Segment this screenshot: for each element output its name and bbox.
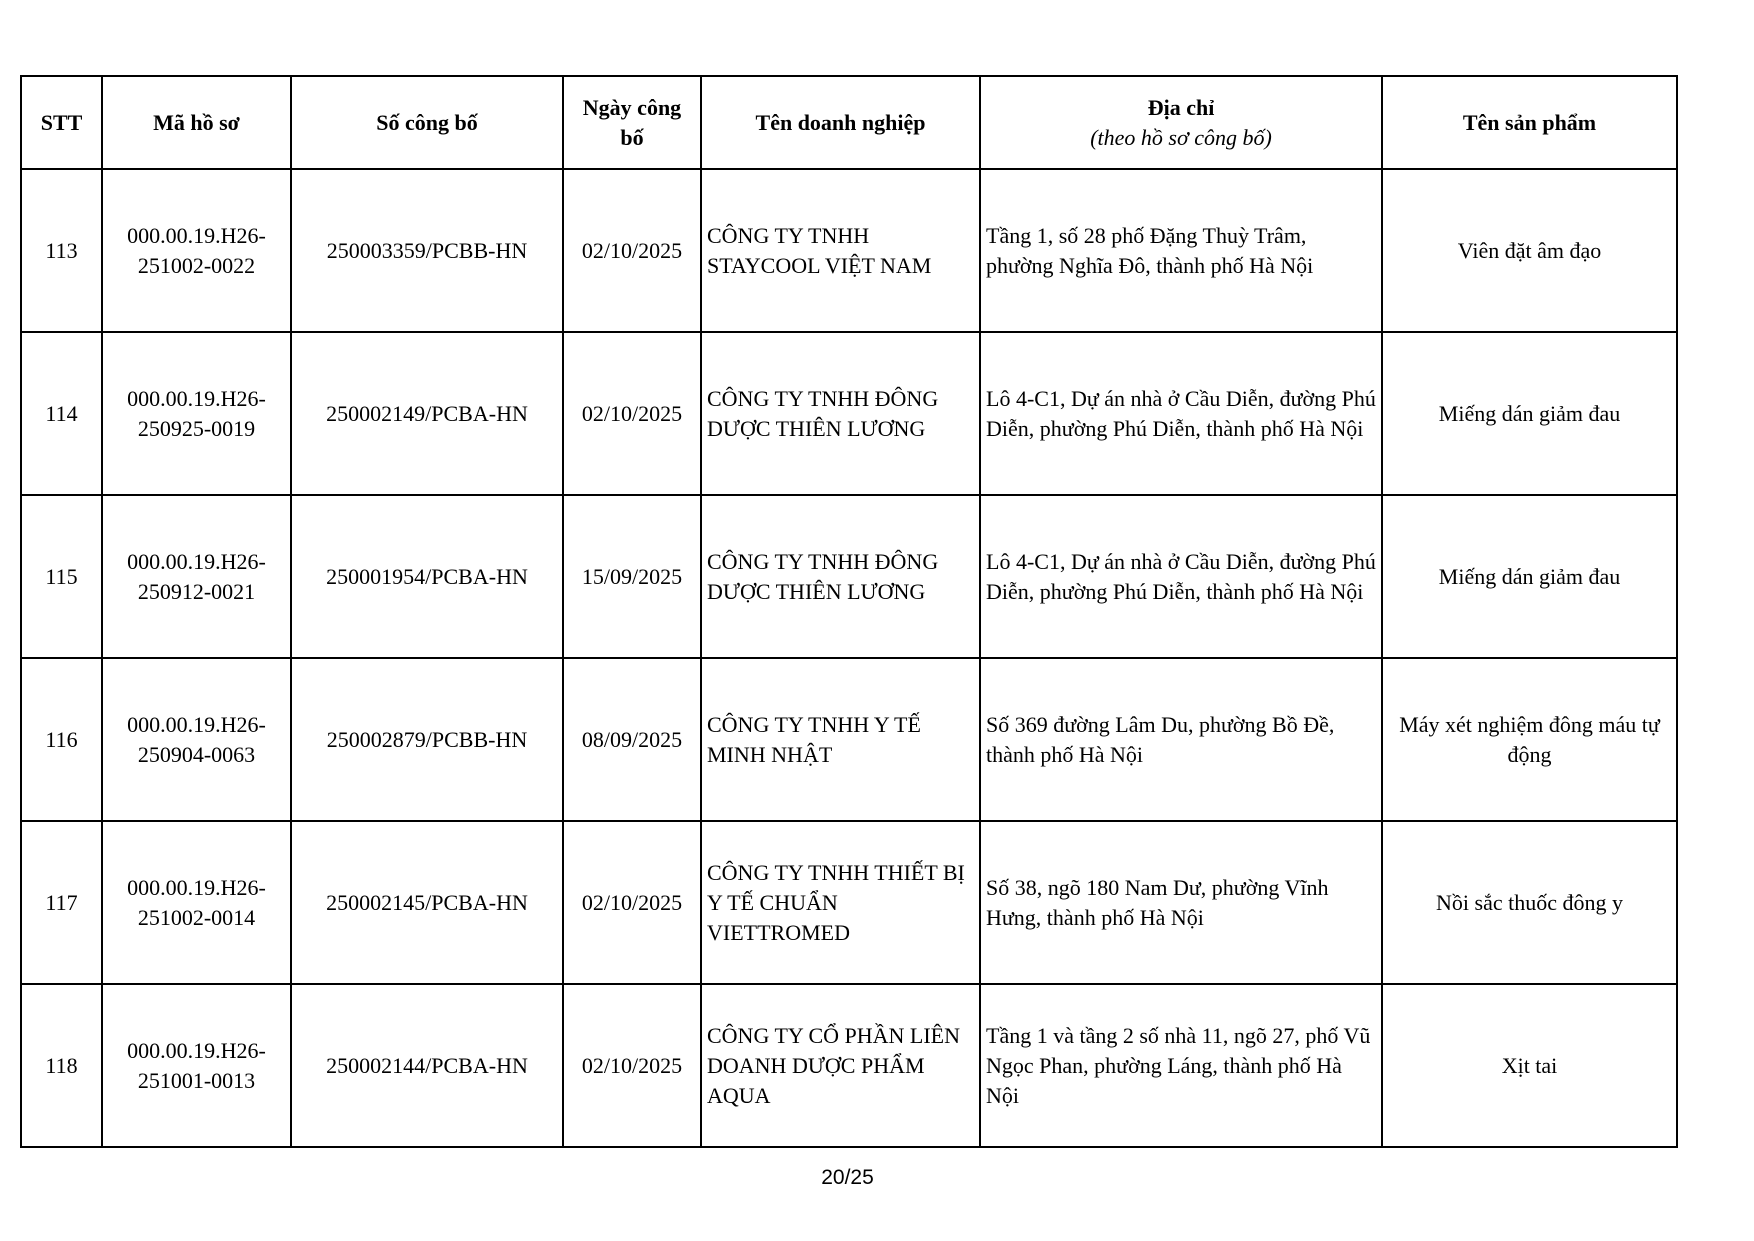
- cell-ten-doanh-nghiep: CÔNG TY TNHH STAYCOOL VIỆT NAM: [701, 169, 980, 332]
- cell-so-cong-bo: 250001954/PCBA-HN: [291, 495, 563, 658]
- header-so-cong-bo: Số công bố: [291, 76, 563, 169]
- cell-ngay-cong-bo: 02/10/2025: [563, 984, 701, 1147]
- cell-ma-ho-so: 000.00.19.H26-250912-0021: [102, 495, 291, 658]
- cell-so-cong-bo: 250002149/PCBA-HN: [291, 332, 563, 495]
- cell-dia-chi: Lô 4-C1, Dự án nhà ở Cầu Diễn, đường Phú Diễn, phường Phú Diễn, thành phố Hà Nội: [980, 495, 1382, 658]
- cell-dia-chi: Tầng 1 và tầng 2 số nhà 11, ngõ 27, phố Vũ Ngọc Phan, phường Láng, thành phố Hà Nội: [980, 984, 1382, 1147]
- header-ten-san-pham: Tên sản phẩm: [1382, 76, 1677, 169]
- cell-ten-san-pham: Viên đặt âm đạo: [1382, 169, 1677, 332]
- cell-ngay-cong-bo: 02/10/2025: [563, 169, 701, 332]
- cell-ten-doanh-nghiep: CÔNG TY CỔ PHẦN LIÊN DOANH DƯỢC PHẨM AQUA: [701, 984, 980, 1147]
- cell-ma-ho-so: 000.00.19.H26-251002-0014: [102, 821, 291, 984]
- cell-dia-chi: Số 38, ngõ 180 Nam Dư, phường Vĩnh Hưng, thành phố Hà Nội: [980, 821, 1382, 984]
- cell-ten-san-pham: Xịt tai: [1382, 984, 1677, 1147]
- cell-so-cong-bo: 250003359/PCBB-HN: [291, 169, 563, 332]
- registration-table: [20, 75, 1678, 1148]
- header-row: [21, 76, 1677, 169]
- cell-so-cong-bo: 250002879/PCBB-HN: [291, 658, 563, 821]
- header-ma-ho-so: Mã hồ sơ: [102, 76, 291, 169]
- header-stt: STT: [21, 76, 102, 169]
- cell-stt: 117: [21, 821, 102, 984]
- cell-ma-ho-so: 000.00.19.H26-251002-0022: [102, 169, 291, 332]
- page-number: 20/25: [821, 1166, 874, 1189]
- table-row: [21, 169, 1677, 332]
- header-dia-chi-label: Địa chỉ: [1147, 94, 1215, 120]
- cell-ten-san-pham: Miếng dán giảm đau: [1382, 332, 1677, 495]
- table-row: [21, 495, 1677, 658]
- cell-stt: 114: [21, 332, 102, 495]
- header-ngay-cong-bo: Ngày công bố: [563, 76, 701, 169]
- header-dia-chi: [980, 76, 1382, 169]
- table-row: [21, 658, 1677, 821]
- cell-so-cong-bo: 250002145/PCBA-HN: [291, 821, 563, 984]
- cell-ngay-cong-bo: 02/10/2025: [563, 332, 701, 495]
- cell-ten-san-pham: Máy xét nghiệm đông máu tự động: [1382, 658, 1677, 821]
- table-row: [21, 821, 1677, 984]
- cell-ten-san-pham: Miếng dán giảm đau: [1382, 495, 1677, 658]
- cell-dia-chi: Lô 4-C1, Dự án nhà ở Cầu Diễn, đường Phú Diễn, phường Phú Diễn, thành phố Hà Nội: [980, 332, 1382, 495]
- cell-ten-doanh-nghiep: CÔNG TY TNHH Y TẾ MINH NHẬT: [701, 658, 980, 821]
- cell-stt: 113: [21, 169, 102, 332]
- cell-ngay-cong-bo: 08/09/2025: [563, 658, 701, 821]
- cell-ma-ho-so: 000.00.19.H26-250904-0063: [102, 658, 291, 821]
- cell-dia-chi: Tầng 1, số 28 phố Đặng Thuỳ Trâm, phường Nghĩa Đô, thành phố Hà Nội: [980, 169, 1382, 332]
- cell-ngay-cong-bo: 02/10/2025: [563, 821, 701, 984]
- cell-stt: 118: [21, 984, 102, 1147]
- cell-ma-ho-so: 000.00.19.H26-250925-0019: [102, 332, 291, 495]
- cell-ten-doanh-nghiep: CÔNG TY TNHH THIẾT BỊ Y TẾ CHUẨN VIETTROMED: [701, 821, 980, 984]
- cell-stt: 116: [21, 658, 102, 821]
- cell-ma-ho-so: 000.00.19.H26-251001-0013: [102, 984, 291, 1147]
- cell-ten-san-pham: Nồi sắc thuốc đông y: [1382, 821, 1677, 984]
- table-row: [21, 984, 1677, 1147]
- cell-so-cong-bo: 250002144/PCBA-HN: [291, 984, 563, 1147]
- cell-ten-doanh-nghiep: CÔNG TY TNHH ĐÔNG DƯỢC THIÊN LƯƠNG: [701, 332, 980, 495]
- cell-dia-chi: Số 369 đường Lâm Du, phường Bồ Đề, thành phố Hà Nội: [980, 658, 1382, 821]
- cell-ngay-cong-bo: 15/09/2025: [563, 495, 701, 658]
- cell-stt: 115: [21, 495, 102, 658]
- header-ten-doanh-nghiep: Tên doanh nghiệp: [701, 76, 980, 169]
- header-dia-chi-note: (theo hồ sơ công bố): [1090, 124, 1272, 150]
- cell-ten-doanh-nghiep: CÔNG TY TNHH ĐÔNG DƯỢC THIÊN LƯƠNG: [701, 495, 980, 658]
- table-row: [21, 332, 1677, 495]
